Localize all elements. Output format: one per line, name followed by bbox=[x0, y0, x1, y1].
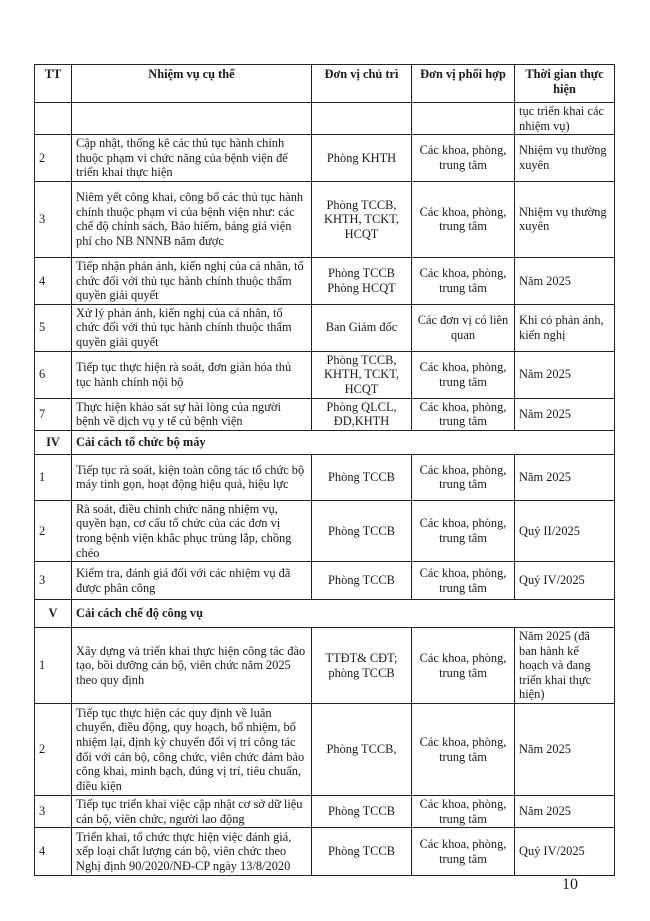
table-row bbox=[35, 500, 615, 561]
cell-time: Nhiệm vụ thường xuyên bbox=[515, 135, 615, 182]
cell-time: Năm 2025 bbox=[515, 351, 615, 398]
cell-time: Quý II/2025 bbox=[515, 500, 615, 561]
cell-tt: 3 bbox=[35, 562, 72, 600]
cell-lead: Phòng TCCB, KHTH, TCKT, HCQT bbox=[312, 181, 412, 257]
header-task: Nhiệm vụ cụ thể bbox=[72, 65, 312, 103]
table-row bbox=[35, 181, 615, 257]
table-row bbox=[35, 351, 615, 398]
cell-time: Năm 2025 bbox=[515, 257, 615, 304]
cell-tt: 3 bbox=[35, 796, 72, 828]
cell-coop: Các đơn vị có liên quan bbox=[412, 304, 515, 351]
cell-coop: Các khoa, phòng, trung tâm bbox=[412, 500, 515, 561]
cell-time: Khi có phản ánh, kiến nghị bbox=[515, 304, 615, 351]
table-row bbox=[35, 562, 615, 600]
table-row bbox=[35, 628, 615, 704]
cell-lead: Phòng TCCB Phòng HCQT bbox=[312, 257, 412, 304]
cell-task: Triển khai, tổ chức thực hiện việc đánh giá, xếp loại chất lượng cán bộ, viên chức theo Nghị định 90/2020/NĐ-CP ngày 13/8/2020 bbox=[72, 828, 312, 876]
cell-time: Năm 2025 bbox=[515, 398, 615, 430]
cell-task: Tiếp tục triển khai việc cập nhật cơ sở dữ liệu cán bộ, viên chức, người lao động bbox=[72, 796, 312, 828]
cell-lead: TTĐT& CĐT; phòng TCCB bbox=[312, 628, 412, 704]
cell-task: Cập nhật, thống kê các thủ tục hành chính thuộc phạm vi chức năng của bệnh viện để triển khai thực hiện bbox=[72, 135, 312, 182]
cell-task: Rà soát, điều chỉnh chức năng nhiệm vụ, quyền hạn, cơ cấu tổ chức của các đơn vị trong bệnh viện khắc phục trùng lắp, chồng chéo bbox=[72, 500, 312, 561]
page-number: 10 bbox=[562, 876, 578, 893]
cell-task: Tiếp nhận phản ánh, kiến nghị của cá nhân, tổ chức đối với thủ tục hành chính thuộc thẩm quyền giải quyết bbox=[72, 257, 312, 304]
cell-task: Tiếp tục thực hiện các quy định về luân chuyển, điều động, quy hoạch, bổ nhiệm, bổ nhiệm lại, định kỳ chuyển đổi vị trí công tác đối với cán bộ, công chức, viên chức đảm bảo công khai, minh bạch, đúng vị trí, tiêu chuẩn, điều kiện bbox=[72, 704, 312, 796]
section-row bbox=[35, 430, 615, 454]
cell-time: Năm 2025 bbox=[515, 796, 615, 828]
section-number: V bbox=[35, 600, 72, 628]
cell-coop: Các khoa, phòng, trung tâm bbox=[412, 796, 515, 828]
section-title: Cải cách tổ chức bộ máy bbox=[72, 430, 615, 454]
cell-task: Xử lý phản ánh, kiến nghị của cá nhân, tổ chức đối với thủ tục hành chính thuộc thẩm quyền giải quyết bbox=[72, 304, 312, 351]
cell-tt: 7 bbox=[35, 398, 72, 430]
cell-lead: Phòng TCCB bbox=[312, 562, 412, 600]
cell-tt: 1 bbox=[35, 454, 72, 500]
cell-lead: Phòng TCCB bbox=[312, 828, 412, 876]
cell-lead: Phòng TCCB, bbox=[312, 704, 412, 796]
cell-tt: 4 bbox=[35, 257, 72, 304]
cell-tt: 4 bbox=[35, 828, 72, 876]
cell-lead: Phòng QLCL, ĐD,KHTH bbox=[312, 398, 412, 430]
cell-task: Tiếp tục rà soát, kiện toàn công tác tổ chức bộ máy tinh gọn, hoạt động hiệu quả, hiệu lực bbox=[72, 454, 312, 500]
cell-task: Thực hiện khảo sát sự hài lòng của người bệnh về dịch vụ y tế củ bệnh viện bbox=[72, 398, 312, 430]
cell-coop: Các khoa, phòng, trung tâm bbox=[412, 135, 515, 182]
table-row bbox=[35, 398, 615, 430]
cell-time: Năm 2025 bbox=[515, 454, 615, 500]
cell-coop: Các khoa, phòng, trung tâm bbox=[412, 257, 515, 304]
cell-lead: Phòng TCCB bbox=[312, 796, 412, 828]
table-row-continued bbox=[35, 103, 615, 135]
table-row bbox=[35, 135, 615, 182]
cell-tt: 6 bbox=[35, 351, 72, 398]
table-row bbox=[35, 828, 615, 876]
cell-time: Năm 2025 bbox=[515, 704, 615, 796]
cell-coop: Các khoa, phòng, trung tâm bbox=[412, 351, 515, 398]
cell-tt: 2 bbox=[35, 500, 72, 561]
cell-coop: Các khoa, phòng, trung tâm bbox=[412, 628, 515, 704]
cell-lead: Phòng TCCB, KHTH, TCKT, HCQT bbox=[312, 351, 412, 398]
cell-time: Nhiệm vụ thường xuyên bbox=[515, 181, 615, 257]
cell-time: Quý IV/2025 bbox=[515, 562, 615, 600]
section-row bbox=[35, 600, 615, 628]
header-coop: Đơn vị phối hợp bbox=[412, 65, 515, 103]
cell-task: Xây dựng và triển khai thực hiện công tác đào tạo, bồi dưỡng cán bộ, viên chức năm 2025 theo quy định bbox=[72, 628, 312, 704]
cell-lead: Phòng TCCB bbox=[312, 454, 412, 500]
cell-tt: 5 bbox=[35, 304, 72, 351]
table-row bbox=[35, 257, 615, 304]
cell-task: Tiếp tục thực hiện rà soát, đơn giản hóa thủ tục hành chính nội bộ bbox=[72, 351, 312, 398]
cell-task: Kiểm tra, đánh giá đối với các nhiệm vụ đã được phân công bbox=[72, 562, 312, 600]
cell-coop: Các khoa, phòng, trung tâm bbox=[412, 454, 515, 500]
section-number: IV bbox=[35, 430, 72, 454]
header-lead: Đơn vị chủ trì bbox=[312, 65, 412, 103]
section-title: Cải cách chế độ công vụ bbox=[72, 600, 615, 628]
cell-coop: Các khoa, phòng, trung tâm bbox=[412, 828, 515, 876]
cell-time: Năm 2025 (đã ban hành kế hoạch và đang triển khai thực hiện) bbox=[515, 628, 615, 704]
header-tt: TT bbox=[35, 65, 72, 103]
cell-task: Niêm yết công khai, công bố các thủ tục hành chính thuộc phạm vi của bệnh viện như: các chế độ chính sách, Bảo hiểm, bảng giá viện phí cho NB NNNB năm được bbox=[72, 181, 312, 257]
cell-coop: Các khoa, phòng, trung tâm bbox=[412, 562, 515, 600]
cell-tt: 2 bbox=[35, 135, 72, 182]
cell-tt: 2 bbox=[35, 704, 72, 796]
cell-tt: 3 bbox=[35, 181, 72, 257]
table-row bbox=[35, 454, 615, 500]
cell-time: Quý IV/2025 bbox=[515, 828, 615, 876]
cell-lead: Phòng TCCB bbox=[312, 500, 412, 561]
table-row bbox=[35, 704, 615, 796]
cell-lead: Ban Giám đốc bbox=[312, 304, 412, 351]
cell-coop: Các khoa, phòng, trung tâm bbox=[412, 704, 515, 796]
cell-lead: Phòng KHTH bbox=[312, 135, 412, 182]
cell-coop: Các khoa, phòng, trung tâm bbox=[412, 181, 515, 257]
table-row bbox=[35, 796, 615, 828]
header-row bbox=[35, 65, 615, 103]
task-table bbox=[34, 64, 615, 876]
table-row bbox=[35, 304, 615, 351]
cell-time: tục triển khai các nhiệm vụ) bbox=[515, 103, 615, 135]
header-time: Thời gian thực hiện bbox=[515, 65, 615, 103]
cell-tt: 1 bbox=[35, 628, 72, 704]
cell-coop: Các khoa, phòng, trung tâm bbox=[412, 398, 515, 430]
